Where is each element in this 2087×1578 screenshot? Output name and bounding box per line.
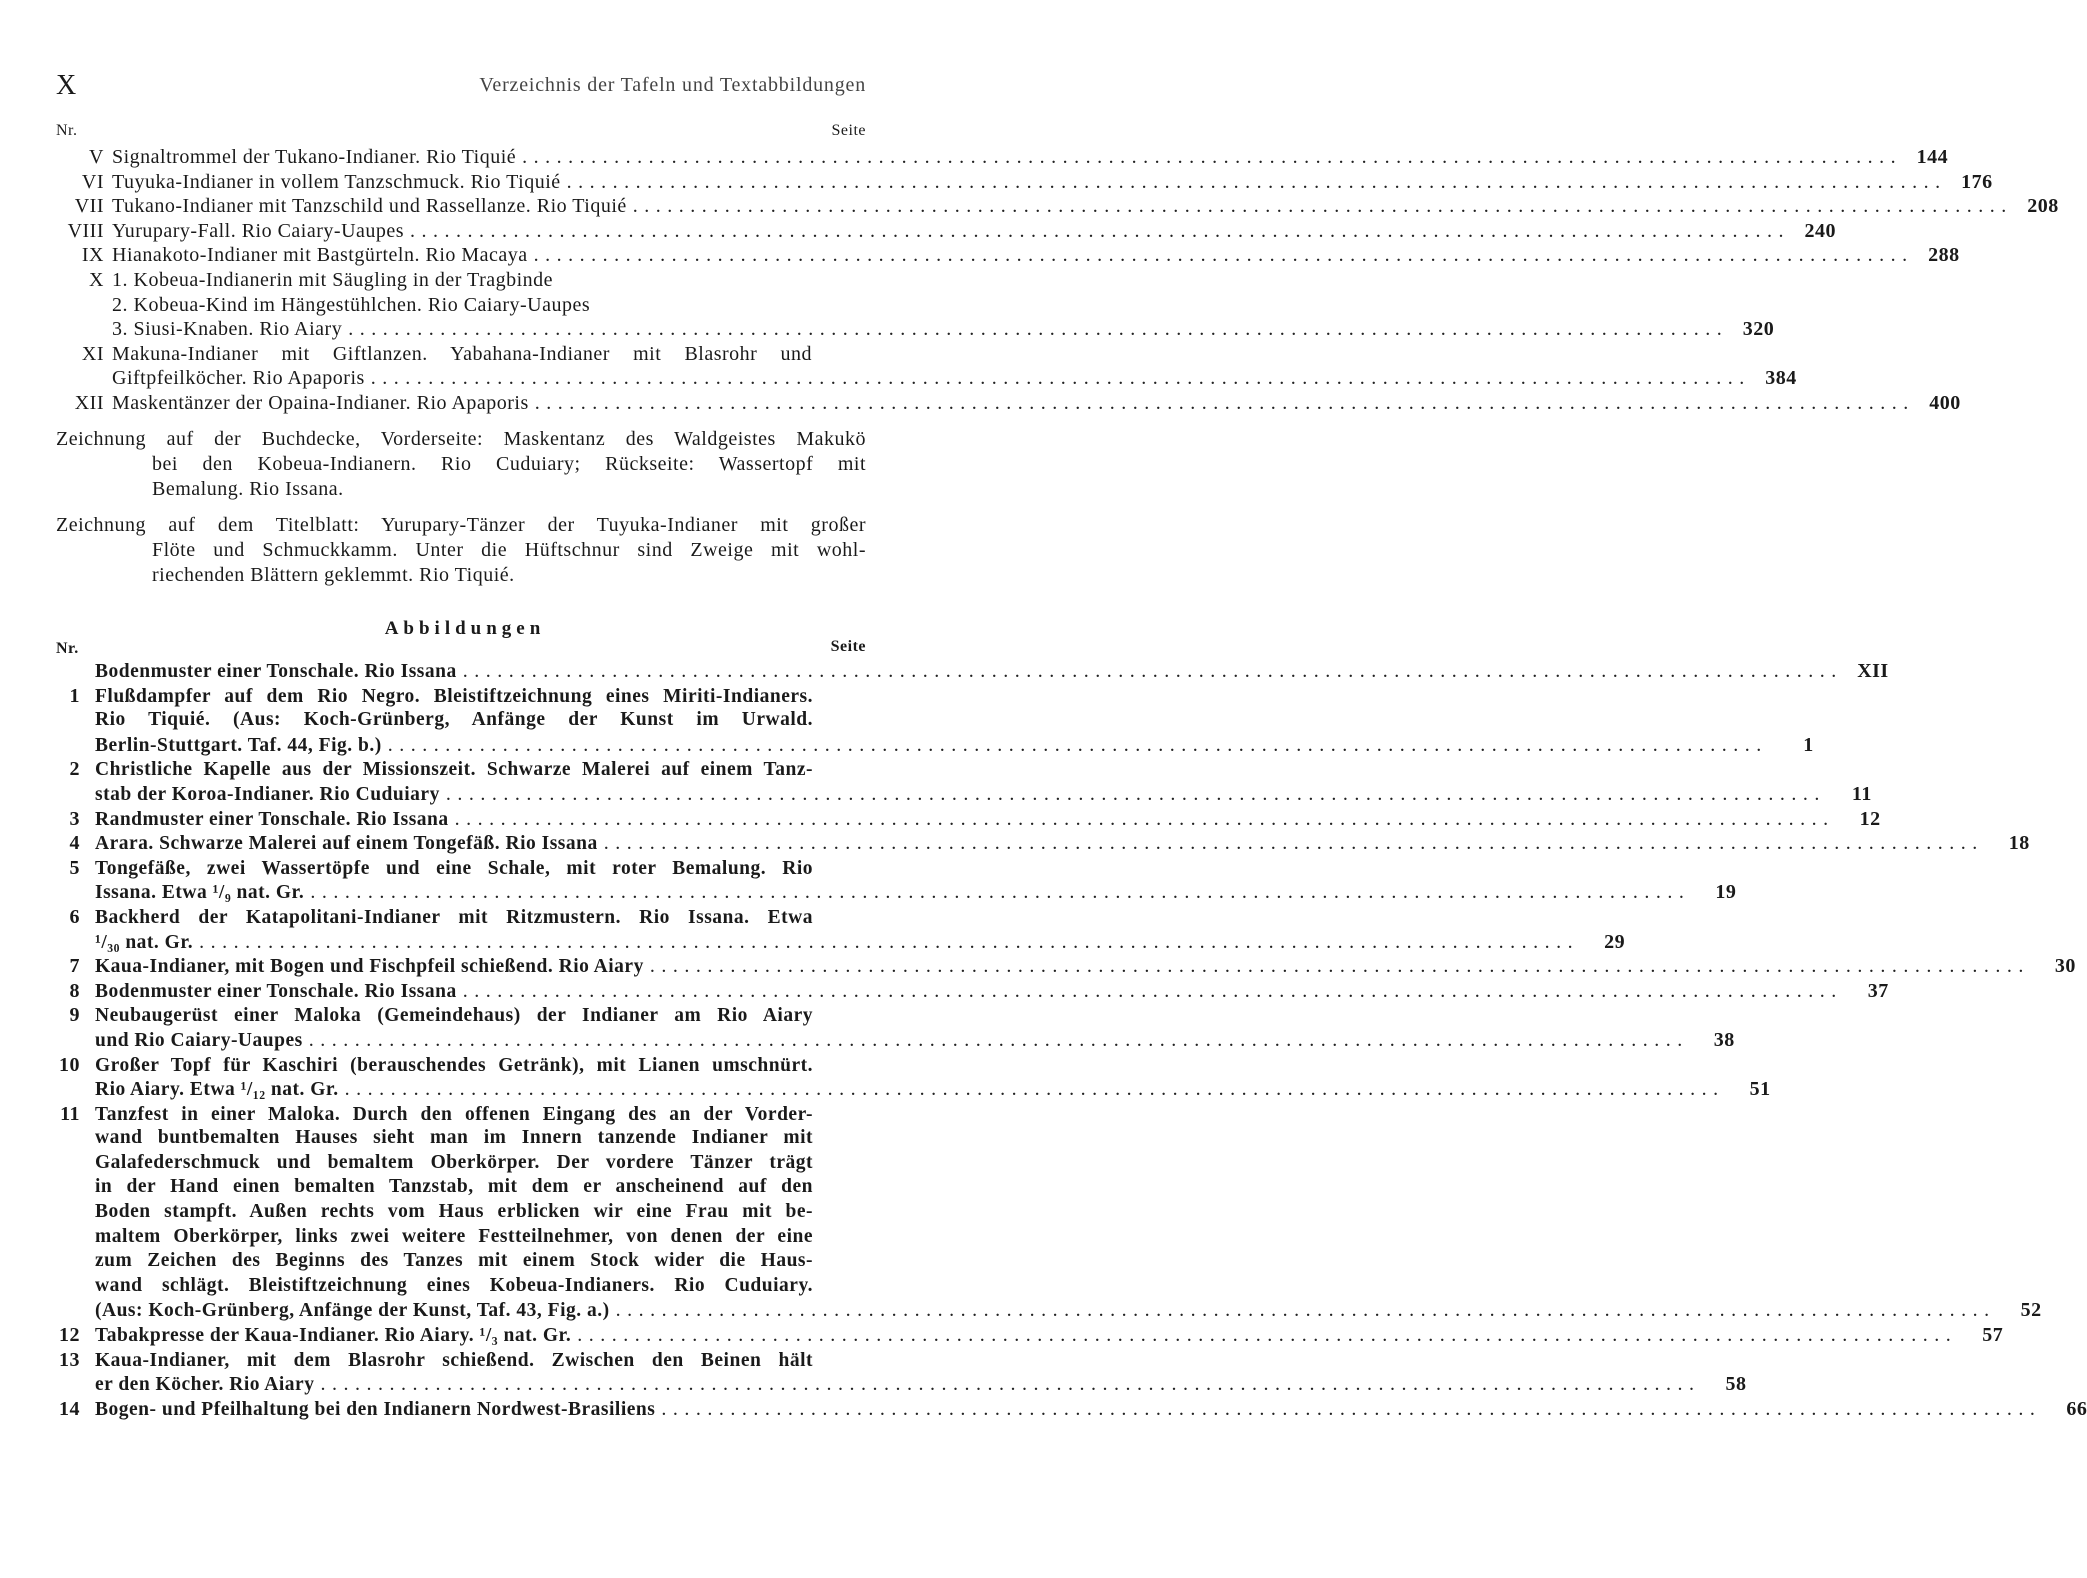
- entry-text: Kaua-Indianer, mit Bogen und Fischpfeil schießend. Rio Aiary: [95, 956, 644, 978]
- entry-text: Kaua-Indianer, mit dem Blasrohr schießend. Zwischen den Beinen hält: [95, 1349, 813, 1371]
- page-ref: 144: [1916, 146, 1949, 168]
- entry-line: [40, 1397, 2087, 1422]
- entry-text: stab der Koroa-Indianer. Rio Cuduiary: [95, 783, 440, 805]
- page-ref: 58: [1725, 1373, 1747, 1396]
- list-entry: [40, 391, 1961, 416]
- entry-number: 10: [59, 1053, 80, 1076]
- entry-text: Makuna-Indianer mit Giftlanzen. Yabahana-Indianer mit Blasrohr und: [112, 342, 812, 365]
- entry-text: 1. Kobeua-Indianerin mit Säugling in der Tragbinde: [112, 268, 554, 291]
- entry-text: Signaltrommel der Tukano-Indianer. Rio Tiquié: [112, 146, 517, 168]
- leader-dots: ........................................................................................................................: [320, 1373, 1701, 1396]
- entry-text: 2. Kobeua-Kind im Hängestühlchen. Rio Caiary-Uaupes: [112, 293, 591, 316]
- list-entry: [40, 1102, 2042, 1323]
- list-entry: [40, 1348, 1747, 1397]
- entry-text: Bodenmuster einer Tonschale. Rio Issana: [95, 980, 457, 1002]
- entry-text: und Rio Caiary-Uaupes: [95, 1029, 303, 1051]
- entry-line: [40, 219, 1837, 244]
- entry-number: 5: [69, 856, 80, 879]
- entry-text: Tuyuka-Indianer in vollem Tanzschmuck. Rio Tiquié: [112, 170, 561, 193]
- figures-list: [40, 659, 2087, 1421]
- entry-text: in der Hand einen bemalten Tanzstab, mit dem er anscheinend auf den: [95, 1176, 813, 1198]
- entry-text: Yurupary-Fall. Rio Caiary-Uaupes: [112, 219, 405, 242]
- entry-line: [40, 1298, 2042, 1323]
- plates-list: [40, 145, 2059, 416]
- entry-line: [40, 1151, 866, 1176]
- entry-text: wand schlägt. Bleistiftzeichnung eines Kobeua-Indianers. Rio Cuduiary.: [95, 1274, 813, 1296]
- entry-number: X: [89, 268, 104, 291]
- entry-line: [40, 733, 1814, 758]
- leader-dots: ........................................................................................................................: [534, 391, 1915, 414]
- page-ref: 19: [1715, 881, 1737, 904]
- entry-text: Giftpfeilköcher. Rio Apaporis: [112, 367, 365, 390]
- entry-text: Galafederschmuck und bemaltem Oberkörper. Der vordere Tänzer trägt: [95, 1151, 813, 1173]
- entry-line: [40, 1200, 866, 1225]
- entry-number: 6: [69, 905, 80, 928]
- entry-text: zum Zeichen des Beginns des Tanzes mit einem Stock wider die Haus-: [95, 1250, 813, 1272]
- page-ref: 176: [1961, 170, 1993, 193]
- entry-number: V: [89, 146, 104, 168]
- entry-number: 2: [69, 758, 80, 781]
- entry-text: Rio Tiquié. (Aus: Koch-Grünberg, Anfänge der Kunst im Urwald.: [95, 709, 813, 731]
- entry-text: 3. Siusi-Knaben. Rio Aiary: [112, 318, 343, 341]
- list-entry: [40, 194, 2059, 219]
- abb-nr-header: Nr.: [56, 640, 79, 657]
- entry-line: [40, 782, 1872, 807]
- list-entry: [40, 659, 1889, 684]
- leader-dots: ........................................................................................................................: [661, 1397, 2042, 1420]
- entry-line: [40, 1323, 2004, 1348]
- list-entry: [40, 1003, 1735, 1052]
- leader-dots: ........................................................................................................................: [649, 955, 2030, 978]
- entry-text: Flußdampfer auf dem Rio Negro. Bleistiftzeichnung eines Miriti-Indianers.: [95, 685, 813, 707]
- paragraph-line: Flöte und Schmuckkamm. Unter die Hüftschnur sind Zweige mit wohl-: [152, 538, 866, 561]
- entry-number: 7: [69, 955, 80, 978]
- entry-text: Arara. Schwarze Malerei auf einem Tongefäß. Rio Issana: [95, 833, 598, 855]
- entry-text: Boden stampft. Außen rechts vom Haus erblicken wir eine Frau mit be-: [95, 1201, 813, 1223]
- leader-dots: ........................................................................................................................: [462, 979, 1843, 1002]
- leader-dots: ........................................................................................................................: [310, 881, 1691, 904]
- entry-text: Christliche Kapelle aus der Missionszeit. Schwarze Malerei auf einem Tanz-: [95, 759, 813, 781]
- page-ref: 30: [2054, 955, 2076, 978]
- leader-dots: ........................................................................................................................: [308, 1028, 1689, 1051]
- entry-line: [40, 954, 2076, 979]
- section-title-abbildungen: Abbildungen: [384, 618, 546, 639]
- entry-text: Berlin-Stuttgart. Taf. 44, Fig. b.): [95, 734, 382, 756]
- entry-line: [40, 905, 866, 930]
- leader-dots: ........................................................................................................................: [566, 170, 1947, 193]
- entry-text: Tanzfest in einer Maloka. Durch den offenen Eingang des an der Vorder-: [95, 1103, 813, 1125]
- entry-line: [40, 293, 866, 318]
- page-ref: 12: [1859, 807, 1881, 830]
- entry-number: VI: [81, 170, 104, 193]
- entry-line: [40, 880, 1737, 905]
- list-entry: [40, 757, 1872, 806]
- entry-text: Maskentänzer der Opaina-Indianer. Rio Apaporis: [112, 391, 529, 414]
- entry-number: XI: [81, 342, 104, 365]
- entry-line: [40, 243, 1960, 268]
- entry-number: VIII: [67, 219, 104, 242]
- leader-dots: ........................................................................................................................: [533, 244, 1914, 267]
- leader-dots: ........................................................................................................................: [344, 1078, 1725, 1101]
- page-ref: 1: [1803, 733, 1814, 756]
- list-entry: [40, 831, 2030, 856]
- entry-text: (Aus: Koch-Grünberg, Anfänge der Kunst, Taf. 43, Fig. a.): [95, 1300, 610, 1322]
- leader-dots: ........................................................................................................................: [387, 733, 1768, 756]
- paragraph-line: bei den Kobeua-Indianern. Rio Cuduiary; Rückseite: Wassertopf mit: [152, 452, 866, 475]
- entry-text: Rio Aiary. Etwa ¹/₁₂ nat. Gr.: [95, 1079, 339, 1101]
- entry-number: 13: [59, 1348, 80, 1371]
- entry-line: [40, 1175, 866, 1200]
- entry-number: 12: [59, 1324, 80, 1347]
- entry-number: 3: [69, 807, 80, 830]
- entry-line: [40, 807, 1881, 832]
- entry-text: Tukano-Indianer mit Tanzschild und Rassellanze. Rio Tiquié: [112, 195, 627, 218]
- entry-line: [40, 1126, 866, 1151]
- tafeln-nr-header: Nr.: [56, 122, 78, 139]
- list-entry: [40, 243, 1960, 268]
- list-entry: [40, 170, 1993, 195]
- list-entry: [40, 979, 1889, 1004]
- entry-line: [40, 684, 866, 709]
- entry-text: Hianakoto-Indianer mit Bastgürteln. Rio Macaya: [112, 244, 528, 267]
- leader-dots: ........................................................................................................................: [199, 930, 1580, 953]
- list-entry: [40, 219, 1837, 244]
- entry-line: [40, 1274, 866, 1299]
- paragraph-line: riechenden Blättern geklemmt. Rio Tiquié.: [152, 563, 515, 586]
- entry-number: 4: [69, 832, 80, 855]
- entry-line: [40, 1249, 866, 1274]
- entry-text: maltem Oberkörper, links zwei weitere Festteilnehmer, von denen der eine: [95, 1225, 813, 1247]
- leader-dots: ........................................................................................................................: [410, 219, 1791, 242]
- list-entry: [40, 856, 1737, 905]
- list-entry: [40, 268, 1775, 342]
- entry-text: er den Köcher. Rio Aiary: [95, 1374, 315, 1396]
- paragraph-line: Zeichnung auf der Buchdecke, Vorderseite: Maskentanz des Waldgeistes Makukö: [56, 428, 866, 450]
- leader-dots: ........................................................................................................................: [603, 832, 1984, 855]
- entry-line: [40, 391, 1961, 416]
- paragraph-line: Zeichnung auf dem Titelblatt: Yurupary-Tänzer der Tuyuka-Indianer mit großer: [56, 514, 866, 536]
- list-entry: [40, 1053, 1771, 1102]
- entry-line: [40, 1225, 866, 1250]
- leader-dots: ........................................................................................................................: [370, 367, 1751, 390]
- page-ref: 240: [1804, 219, 1837, 242]
- entry-number: 14: [59, 1397, 80, 1420]
- entry-text: Randmuster einer Tonschale. Rio Issana: [95, 808, 449, 830]
- page-ref: 29: [1604, 930, 1626, 953]
- page-ref: 11: [1851, 782, 1872, 805]
- page-ref: 384: [1765, 367, 1797, 390]
- entry-line: [40, 930, 1626, 955]
- running-title: Verzeichnis der Tafeln und Textabbildungen: [479, 74, 866, 96]
- leader-dots: ........................................................................................................................: [522, 146, 1903, 168]
- list-entry: [40, 1323, 2004, 1348]
- page-ref: 51: [1749, 1078, 1771, 1101]
- leader-dots: ........................................................................................................................: [348, 318, 1729, 341]
- title-page-drawing-note: [56, 513, 866, 587]
- entry-line: [40, 1003, 866, 1028]
- page-ref: XII: [1857, 660, 1889, 682]
- leader-dots: ........................................................................................................................: [462, 660, 1843, 682]
- page-ref: 400: [1929, 391, 1961, 414]
- page-ref: 208: [2027, 195, 2059, 218]
- cover-drawing-note: [56, 427, 866, 501]
- entry-number: 11: [60, 1102, 80, 1125]
- entry-text: Bodenmuster einer Tonschale. Rio Issana: [95, 661, 457, 682]
- list-entry: [40, 954, 2076, 979]
- entry-text: Backherd der Katapolitani-Indianer mit Ritzmustern. Rio Issana. Etwa: [95, 906, 813, 928]
- entry-line: [40, 194, 2059, 219]
- leader-dots: ........................................................................................................................: [577, 1324, 1958, 1347]
- tafeln-seite-header: Seite: [831, 122, 866, 139]
- entry-line: [40, 856, 866, 881]
- page-ref: 57: [1982, 1324, 2004, 1347]
- page-ref: 288: [1928, 244, 1960, 267]
- entry-number: IX: [81, 244, 104, 267]
- entry-line: [40, 831, 2030, 856]
- entry-line: [40, 757, 866, 782]
- list-entry: [40, 1397, 2087, 1422]
- page-ref: 38: [1713, 1028, 1735, 1051]
- abb-seite-header: Seite: [830, 638, 866, 655]
- entry-line: [40, 170, 1993, 195]
- paragraph-line: Bemalung. Rio Issana.: [152, 477, 344, 500]
- entry-number: 9: [69, 1004, 80, 1027]
- entry-line: [40, 145, 1949, 170]
- entry-line: [40, 366, 1797, 391]
- list-entry: [40, 145, 1949, 170]
- entry-text: Tabakpresse der Kaua-Indianer. Rio Aiary. ¹/₃ nat. Gr.: [95, 1325, 572, 1347]
- list-entry: [40, 905, 1626, 954]
- entry-text: Issana. Etwa ¹/₉ nat. Gr.: [95, 882, 305, 904]
- page-ref: 18: [2008, 832, 2030, 855]
- entry-line: [40, 317, 1775, 342]
- entry-number: VII: [74, 195, 104, 218]
- entry-line: [40, 1028, 1735, 1053]
- entry-line: [40, 1102, 866, 1127]
- entry-text: Neubaugerüst einer Maloka (Gemeindehaus) der Indianer am Rio Aiary: [95, 1005, 813, 1027]
- leader-dots: ........................................................................................................................: [615, 1299, 1996, 1322]
- entry-line: [40, 1053, 866, 1078]
- entry-text: Bogen- und Pfeilhaltung bei den Indianern Nordwest-Brasiliens: [95, 1398, 656, 1420]
- entry-line: [40, 268, 866, 293]
- leader-dots: ........................................................................................................................: [445, 782, 1826, 805]
- page-ref: 52: [2020, 1299, 2042, 1322]
- entry-number: 1: [69, 684, 80, 707]
- entry-line: [40, 342, 866, 367]
- entry-line: [40, 979, 1889, 1004]
- entry-line: [40, 1372, 1747, 1397]
- leader-dots: ........................................................................................................................: [632, 195, 2013, 218]
- page-ref: 37: [1867, 979, 1889, 1002]
- entry-number: XII: [74, 391, 104, 414]
- entry-line: [40, 1077, 1771, 1102]
- page-number: X: [56, 70, 77, 101]
- entry-number: 8: [69, 979, 80, 1002]
- page-ref: 66: [2066, 1397, 2087, 1420]
- entry-line: [40, 659, 1889, 684]
- entry-text: ¹/₃₀ nat. Gr.: [95, 931, 194, 953]
- entry-text: Großer Topf für Kaschiri (berauschendes Getränk), mit Lianen umschnürt.: [95, 1054, 813, 1076]
- entry-text: Tongefäße, zwei Wassertöpfe und eine Schale, mit roter Bemalung. Rio: [95, 857, 813, 879]
- list-entry: [40, 684, 1814, 758]
- entry-line: [40, 708, 866, 733]
- page-ref: 320: [1742, 318, 1775, 341]
- entry-line: [40, 1348, 866, 1373]
- list-entry: [40, 342, 1797, 391]
- entry-text: wand buntbemalten Hauses sieht man im Innern tanzende Indianer mit: [95, 1127, 813, 1149]
- leader-dots: ........................................................................................................................: [454, 807, 1835, 830]
- list-entry: [40, 807, 1881, 832]
